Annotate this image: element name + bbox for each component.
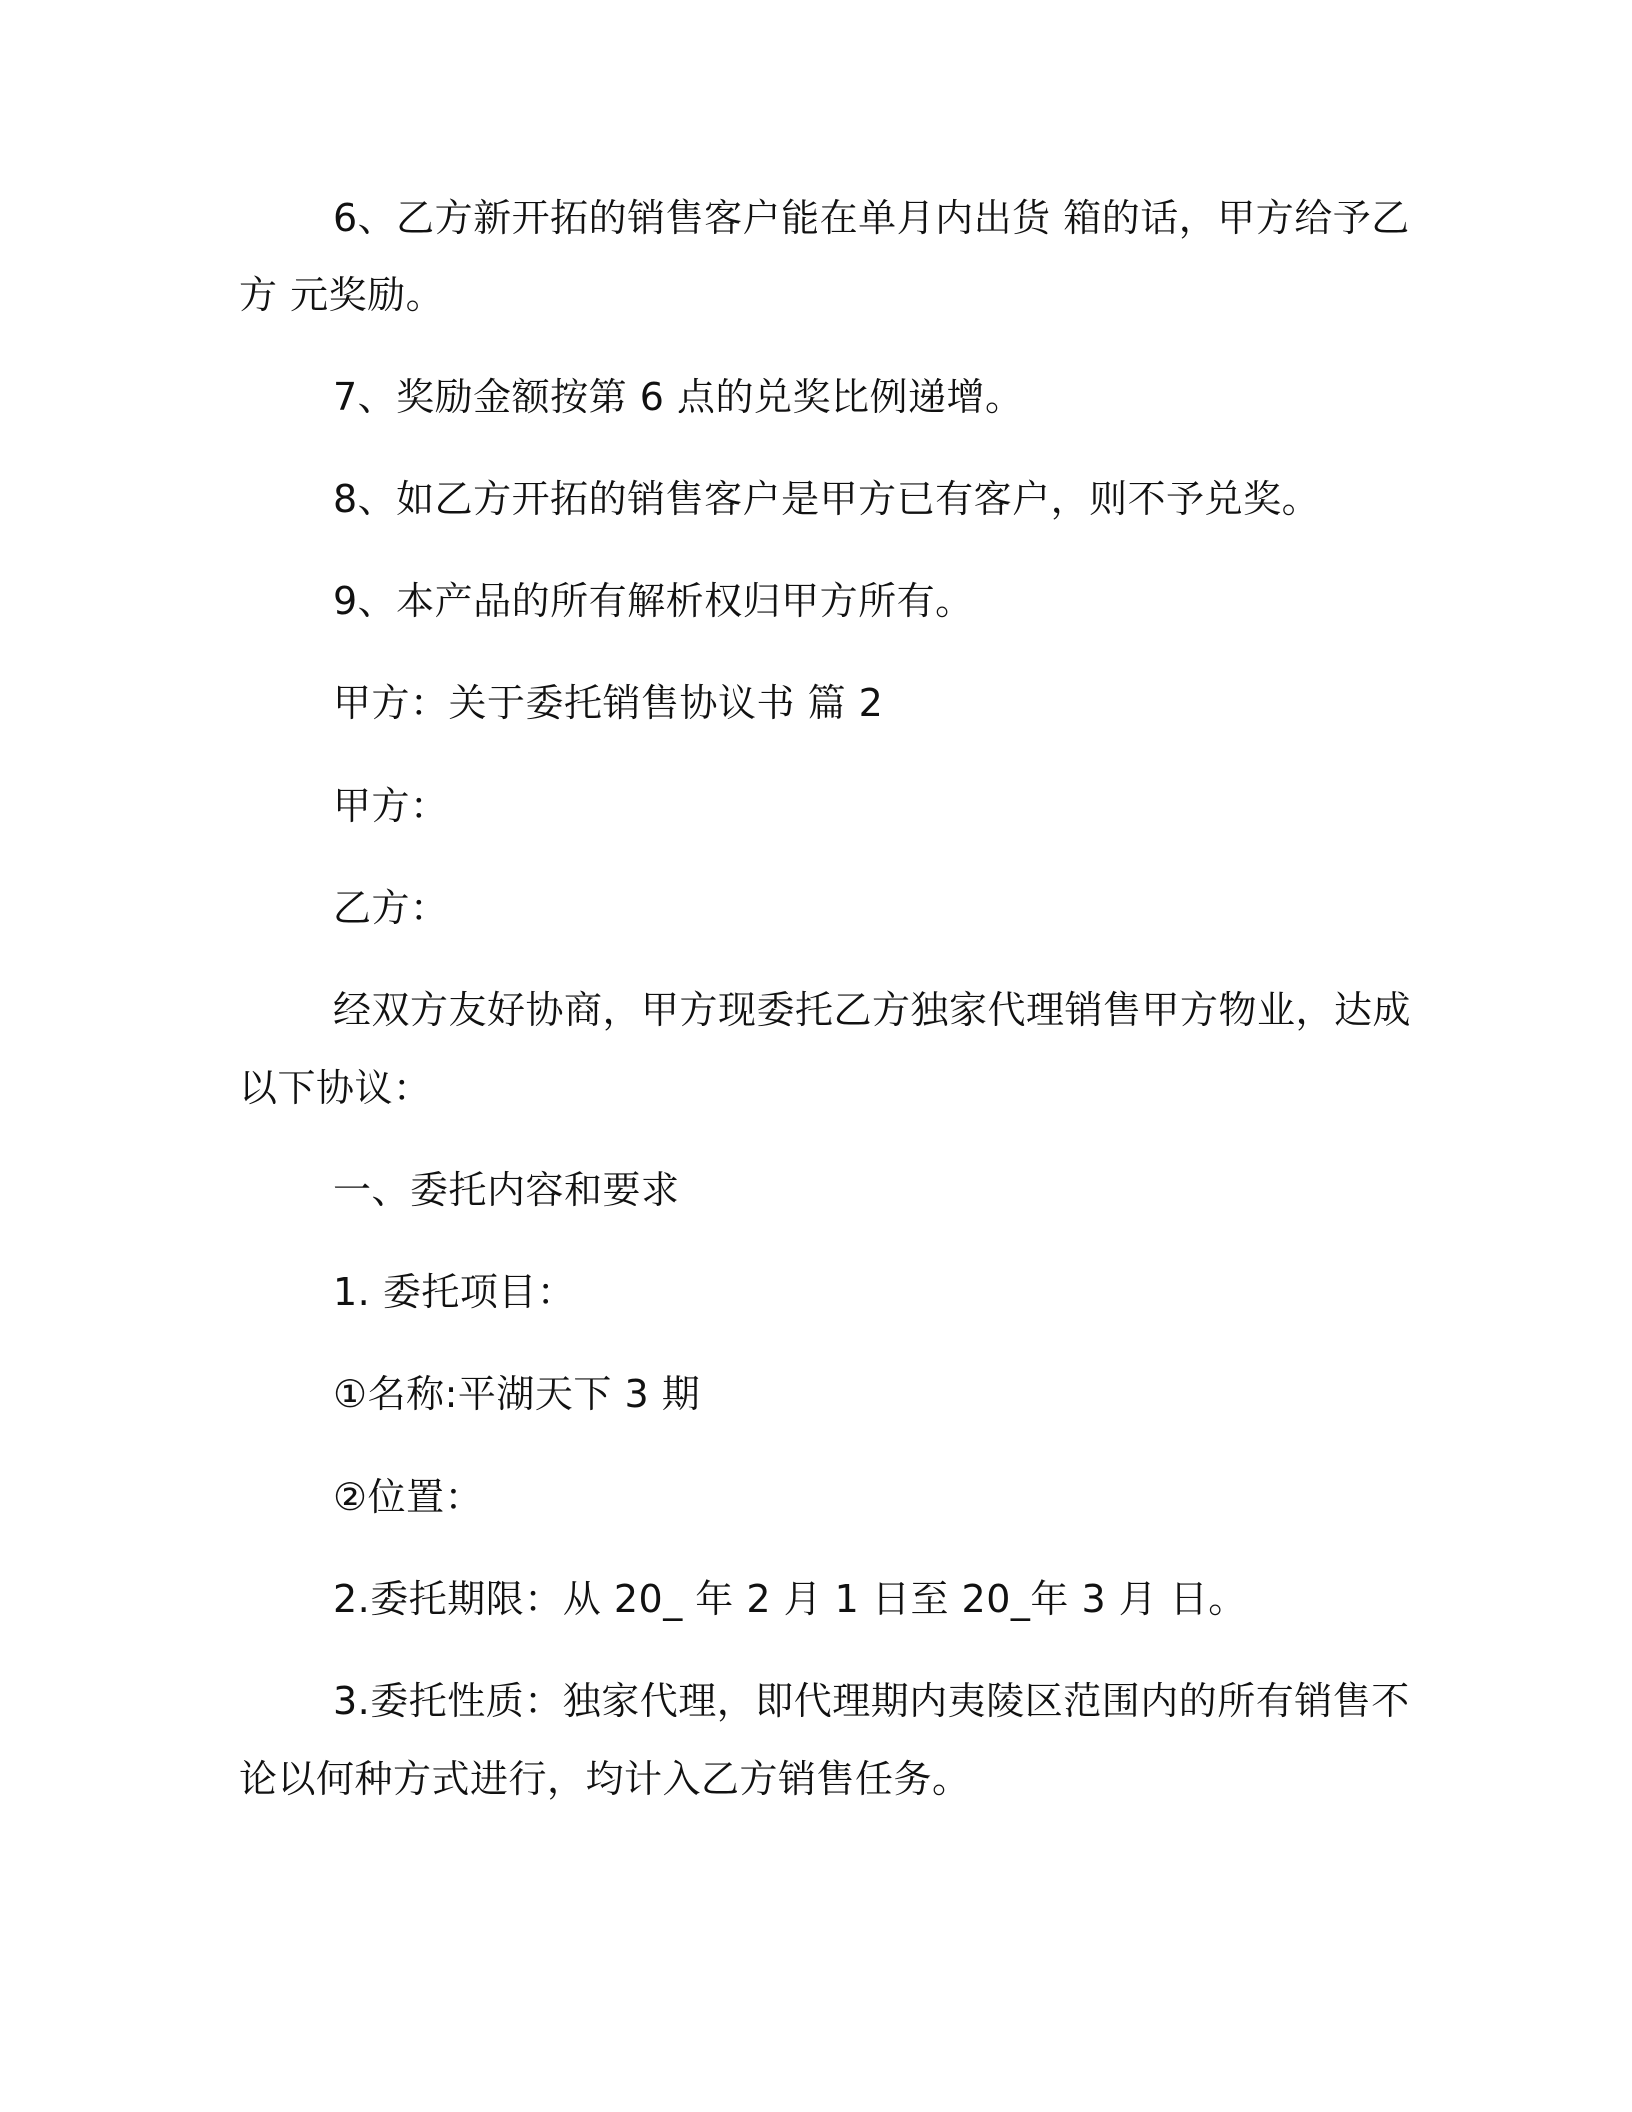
- item-3-nature-line-2: 论以何种方式进行，均计入乙方销售任务。: [239, 1757, 971, 1801]
- clause-6-line-2: 方 元奖励。: [239, 273, 445, 317]
- item-1-project: 1. 委托项目：: [333, 1270, 576, 1314]
- clause-6-line-1: 6、乙方新开拓的销售客户能在单月内出货 箱的话，甲方给予乙: [333, 196, 1410, 240]
- clause-8: 8、如乙方开拓的销售客户是甲方已有客户，则不予兑奖。: [333, 477, 1321, 521]
- clause-9: 9、本产品的所有解析权归甲方所有。: [333, 579, 974, 623]
- preamble-line-2: 以下协议：: [239, 1066, 432, 1110]
- item-1-name: ①名称:平湖天下 3 期: [333, 1372, 701, 1416]
- preamble-line-1: 经双方友好协商，甲方现委托乙方独家代理销售甲方物业，达成: [333, 988, 1412, 1032]
- clause-7: 7、奖励金额按第 6 点的兑奖比例递增。: [333, 375, 1024, 419]
- section-heading-part-2: 甲方：关于委托销售协议书 篇 2: [333, 681, 884, 725]
- party-a-field: 甲方：: [333, 784, 449, 828]
- item-3-nature-line-1: 3.委托性质：独家代理，即代理期内夷陵区范围内的所有销售不: [333, 1679, 1410, 1723]
- party-b-field: 乙方：: [333, 886, 449, 930]
- item-1-location: ②位置：: [333, 1475, 484, 1519]
- item-2-term: 2.委托期限：从 20_ 年 2 月 1 日至 20_年 3 月 日。: [333, 1577, 1247, 1621]
- section-one-heading: 一、委托内容和要求: [333, 1168, 680, 1212]
